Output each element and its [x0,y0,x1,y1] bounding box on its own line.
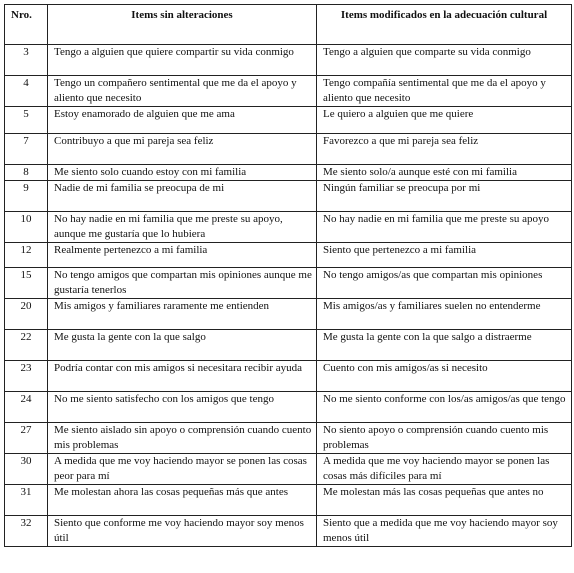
modified-item-text: No hay nadie en mi familia que me preste su apoyo [317,212,572,243]
modified-item-text: Tengo a alguien que comparte su vida conmigo [317,45,572,76]
original-item-text: Tengo un compañero sentimental que me da el apoyo y aliento que necesito [48,76,317,107]
header-original-items: Items sin alteraciones [48,5,317,45]
original-item-text: No tengo amigos que compartan mis opiniones aunque me gustaría tenerlos [48,268,317,299]
table-row [5,76,572,107]
modified-item-text: No me siento conforme con los/as amigos/as que tengo [317,392,572,423]
original-item-text: Me molestan ahora las cosas pequeñas más que antes [48,485,317,516]
item-number: 9 [5,181,48,212]
table-row [5,107,572,134]
modified-item-text: No tengo amigos/as que compartan mis opiniones [317,268,572,299]
table-row [5,423,572,454]
modified-item-text: Favorezco a que mi pareja sea feliz [317,134,572,165]
modified-item-text: Ningún familiar se preocupa por mi [317,181,572,212]
table-row [5,181,572,212]
header-nro: Nro. [5,5,48,45]
item-number: 27 [5,423,48,454]
modified-item-text: No siento apoyo o comprensión cuando cuento mis problemas [317,423,572,454]
table-row [5,485,572,516]
table-row [5,330,572,361]
table-row [5,392,572,423]
original-item-text: Contribuyo a que mi pareja sea feliz [48,134,317,165]
table-row [5,361,572,392]
table-row [5,243,572,268]
item-number: 32 [5,516,48,547]
item-number: 10 [5,212,48,243]
original-item-text: Tengo a alguien que quiere compartir su vida conmigo [48,45,317,76]
modified-item-text: Tengo compañía sentimental que me da el apoyo y aliento que necesito [317,76,572,107]
modified-item-text: Mis amigos/as y familiares suelen no entenderme [317,299,572,330]
item-number: 24 [5,392,48,423]
item-number: 31 [5,485,48,516]
table-body [5,45,572,547]
item-number: 23 [5,361,48,392]
table-row [5,45,572,76]
items-table [4,4,572,547]
modified-item-text: A medida que me voy haciendo mayor se ponen las cosas más difíciles para mí [317,454,572,485]
original-item-text: Mis amigos y familiares raramente me entienden [48,299,317,330]
original-item-text: Me siento solo cuando estoy con mi familia [48,165,317,181]
item-number: 15 [5,268,48,299]
modified-item-text: Me siento solo/a aunque esté con mi familia [317,165,572,181]
modified-item-text: Me molestan más las cosas pequeñas que antes no [317,485,572,516]
table-row [5,268,572,299]
item-number: 30 [5,454,48,485]
modified-item-text: Siento que pertenezco a mi familia [317,243,572,268]
modified-item-text: Me gusta la gente con la que salgo a distraerme [317,330,572,361]
original-item-text: No hay nadie en mi familia que me preste su apoyo, aunque me gustaría que lo hubiera [48,212,317,243]
original-item-text: No me siento satisfecho con los amigos que tengo [48,392,317,423]
modified-item-text: Le quiero a alguien que me quiere [317,107,572,134]
table-row [5,134,572,165]
item-number: 4 [5,76,48,107]
original-item-text: Nadie de mi familia se preocupa de mi [48,181,317,212]
header-modified-items: Items modificados en la adecuación cultural [317,5,572,45]
item-number: 7 [5,134,48,165]
item-number: 8 [5,165,48,181]
table-row [5,516,572,547]
item-number: 5 [5,107,48,134]
original-item-text: Siento que conforme me voy haciendo mayor soy menos útil [48,516,317,547]
table-row [5,299,572,330]
item-number: 20 [5,299,48,330]
original-item-text: Podría contar con mis amigos si necesitara recibir ayuda [48,361,317,392]
table-row [5,165,572,181]
modified-item-text: Siento que a medida que me voy haciendo mayor soy menos útil [317,516,572,547]
original-item-text: Me gusta la gente con la que salgo [48,330,317,361]
original-item-text: Me siento aislado sin apoyo o comprensión cuando cuento mis problemas [48,423,317,454]
item-number: 22 [5,330,48,361]
item-number: 12 [5,243,48,268]
original-item-text: A medida que me voy haciendo mayor se ponen las cosas peor para mí [48,454,317,485]
modified-item-text: Cuento con mis amigos/as si necesito [317,361,572,392]
original-item-text: Realmente pertenezco a mi familia [48,243,317,268]
table-row [5,454,572,485]
table-header-row [5,5,572,45]
item-number: 3 [5,45,48,76]
table-row [5,212,572,243]
original-item-text: Estoy enamorado de alguien que me ama [48,107,317,134]
